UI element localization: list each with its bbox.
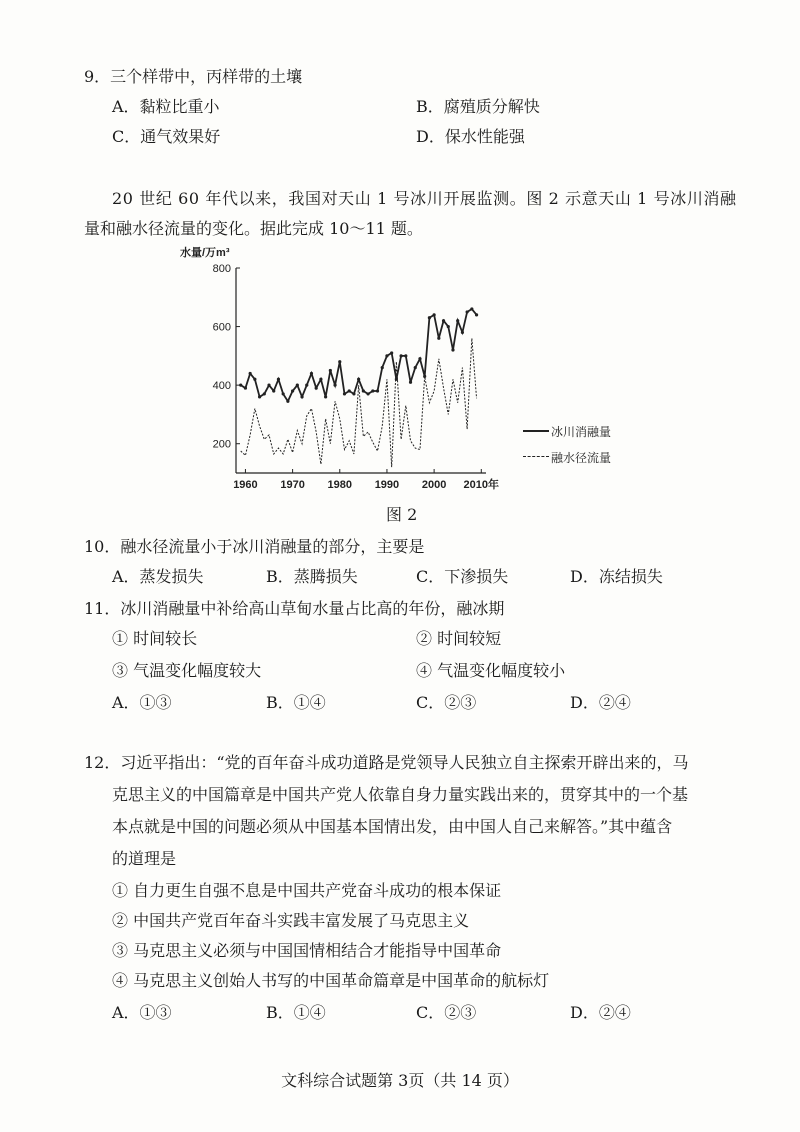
figure-2-chart <box>176 240 526 500</box>
legend-label-1: 冰川消融量 <box>551 425 612 439</box>
intro-line-2: 量和融水径流量的变化。据此完成 10～11 题。 <box>84 219 423 238</box>
series-1-point <box>371 389 374 392</box>
legend-label-2: 融水径流量 <box>551 451 612 465</box>
q9-option-a: A．黏粒比重小 <box>112 97 220 116</box>
series-1-point <box>338 360 341 363</box>
y-axis-label: 水量/万m³ <box>180 247 230 259</box>
series-1-point <box>404 354 407 357</box>
q12-item-2: ② 中国共产党百年奋斗实践丰富发展了马克思主义 <box>112 911 470 930</box>
series-1-point <box>414 366 417 369</box>
y-tick-label: 600 <box>212 321 231 334</box>
series-1-point <box>466 310 469 313</box>
series-1-point <box>253 378 256 381</box>
series-1-point <box>282 392 285 395</box>
series-1-point <box>381 366 384 369</box>
q11-option-b: B．①④ <box>266 693 326 712</box>
series-1-point <box>390 351 393 354</box>
series-1-point <box>470 307 473 310</box>
q12-option-d: D．②④ <box>570 1003 631 1022</box>
q12-option-a: A．①③ <box>112 1003 172 1022</box>
q12-item-1: ① 自力更生自强不息是中国共产党奋斗成功的根本保证 <box>112 881 502 900</box>
series-1-point <box>272 389 275 392</box>
q10-option-b: B．蒸腾损失 <box>266 567 358 586</box>
series-1-point <box>399 354 402 357</box>
series-1-point <box>461 331 464 334</box>
series-1-point <box>362 389 365 392</box>
x-tick-label: 2000 <box>421 479 447 491</box>
y-tick-label: 200 <box>212 438 231 451</box>
series-1-point <box>267 384 270 387</box>
x-tick-label: 1970 <box>280 479 305 491</box>
q11-option-c: C．②③ <box>416 693 477 712</box>
q12-option-c: C．②③ <box>416 1003 477 1022</box>
series-1-point <box>319 378 322 381</box>
q9-option-c: C．通气效果好 <box>112 127 221 146</box>
q12-line-1: 12．习近平指出：“党的百年奋斗成功道路是党领导人民独立自主探索开辟出来的，马 <box>84 753 689 772</box>
q11-stem: 11．冰川消融量中补给高山草甸水量占比高的年份，融冰期 <box>84 599 505 618</box>
x-tick-label: 1980 <box>327 479 353 491</box>
q11-item-2: ② 时间较短 <box>416 629 502 648</box>
series-1-point <box>343 392 346 395</box>
series-1-point <box>324 395 327 398</box>
series-1-point <box>456 319 459 322</box>
series-1-point <box>258 395 261 398</box>
series-1-point <box>310 372 313 375</box>
series-1-point <box>239 384 242 387</box>
q11-item-1: ① 时间较长 <box>112 629 198 648</box>
intro-line-1: 20 世纪 60 年代以来，我国对天山 1 号冰川开展监测。图 2 示意天山 1 号冰川消融 <box>112 189 737 208</box>
x-tick-label: 2010年 <box>463 479 500 491</box>
q9-option-d: D．保水性能强 <box>416 127 525 146</box>
legend-dashed-line <box>523 456 549 457</box>
series-1-point <box>352 392 355 395</box>
series-1-point <box>277 378 280 381</box>
series-1-point <box>263 392 266 395</box>
x-tick-label: 1990 <box>374 479 400 491</box>
series-1-point <box>305 384 308 387</box>
series-1-point <box>348 389 351 392</box>
q12-item-4: ④ 马克思主义创始人书写的中国革命篇章是中国革命的航标灯 <box>112 971 550 990</box>
series-1-point <box>249 372 252 375</box>
q12-line-3: 本点就是中国的问题必须从中国基本国情出发，由中国人自己来解答。”其中蕴含 <box>112 817 673 836</box>
q9-option-b: B．腐殖质分解快 <box>416 97 540 116</box>
page-footer: 文科综合试题第 3页（共 14 页） <box>281 1071 519 1090</box>
series-1-point <box>475 313 478 316</box>
figure-caption: 图 2 <box>386 505 418 524</box>
series-1-point <box>376 389 379 392</box>
y-tick-label: 400 <box>212 380 231 393</box>
series-1-point <box>451 348 454 351</box>
series-1-point <box>385 354 388 357</box>
q10-option-a: A．蒸发损失 <box>112 567 204 586</box>
q12-line-2: 克思主义的中国篇章是中国共产党人依靠自身力量实践出来的，贯穿其中的一个基 <box>112 785 689 804</box>
q11-item-3: ③ 气温变化幅度较大 <box>112 661 262 680</box>
q11-option-d: D．②④ <box>570 693 631 712</box>
series-1-point <box>418 357 421 360</box>
q11-option-a: A．①③ <box>112 693 172 712</box>
series-1-point <box>333 384 336 387</box>
q11-item-4: ④ 气温变化幅度较小 <box>416 661 566 680</box>
q9-stem: 9．三个样带中，丙样带的土壤 <box>84 67 303 86</box>
series-line-2 <box>241 338 477 467</box>
series-1-point <box>442 319 445 322</box>
series-1-point <box>437 337 440 340</box>
chart-svg <box>176 240 526 500</box>
legend-solid-line <box>523 430 549 432</box>
q12-option-b: B．①④ <box>266 1003 326 1022</box>
q10-option-d: D．冻结损失 <box>570 567 663 586</box>
q10-stem: 10．融水径流量小于冰川消融量的部分，主要是 <box>84 537 425 556</box>
q12-line-4: 的道理是 <box>112 849 177 868</box>
series-1-point <box>300 395 303 398</box>
series-1-point <box>296 384 299 387</box>
series-1-point <box>286 400 289 403</box>
series-1-point <box>315 386 318 389</box>
q12-item-3: ③ 马克思主义必须与中国国情相结合才能指导中国革命 <box>112 941 502 960</box>
series-1-point <box>447 325 450 328</box>
x-tick-label: 1960 <box>233 479 258 491</box>
series-1-point <box>291 389 294 392</box>
series-1-point <box>357 378 360 381</box>
series-1-point <box>428 316 431 319</box>
q10-option-c: C．下渗损失 <box>416 567 509 586</box>
series-1-point <box>244 386 247 389</box>
series-1-point <box>329 369 332 372</box>
series-1-point <box>366 392 369 395</box>
series-1-point <box>409 381 412 384</box>
y-tick-label: 800 <box>212 263 231 275</box>
series-1-point <box>433 313 436 316</box>
